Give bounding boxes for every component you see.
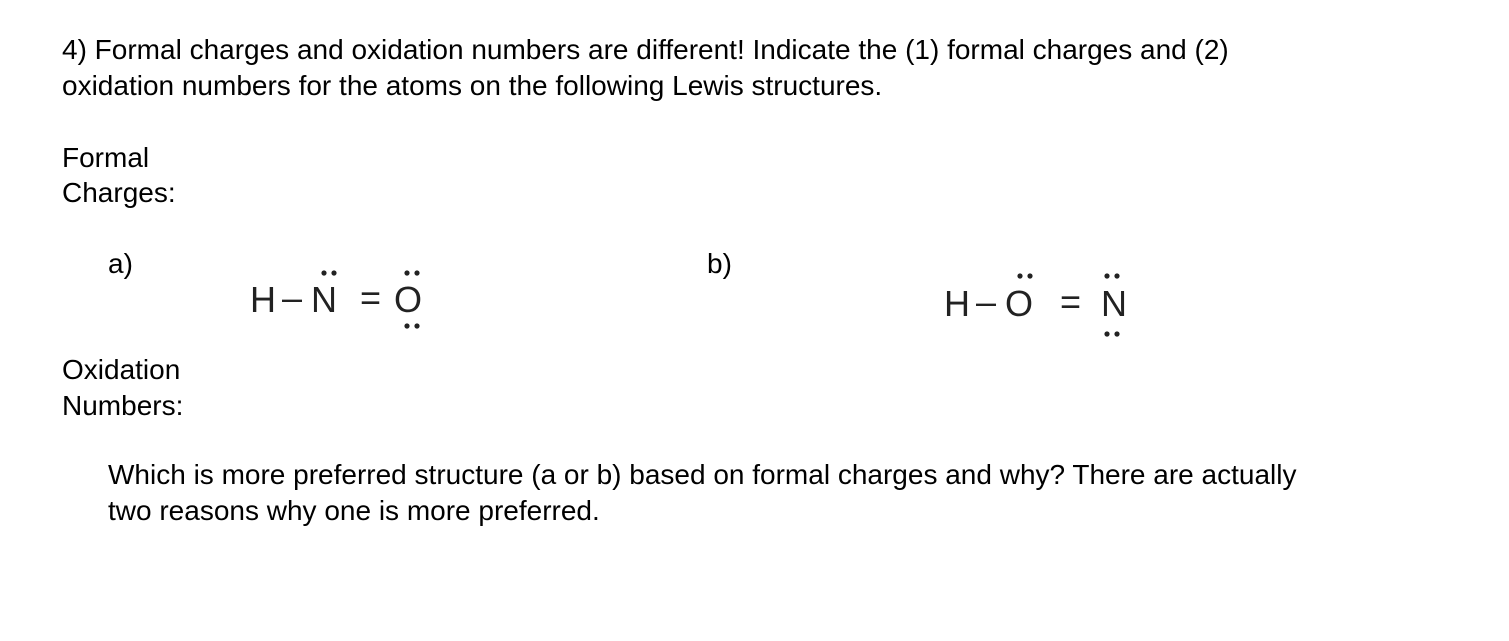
structure-a-single-bond: –	[282, 277, 303, 318]
structure-a-n-lone-pair-dot	[321, 270, 326, 275]
structure-a-o-lone-pair-dot	[414, 323, 419, 328]
structure-b-o-lone-pair-dot	[1027, 273, 1032, 278]
structure-b-n-lone-pair-dot	[1114, 331, 1119, 336]
structure-a-label: a)	[108, 248, 133, 279]
question-text-line-1: 4) Formal charges and oxidation numbers are different! Indicate the (1) formal charges and (2)	[62, 34, 1229, 65]
structure-b-o-lone-pair-dot	[1017, 273, 1022, 278]
structure-a-n-lone-pair-dot	[331, 270, 336, 275]
structure-b-double-bond: =	[1060, 281, 1082, 322]
structure-b-single-bond: –	[976, 281, 997, 322]
formal-charges-label-line-1: Formal	[62, 142, 150, 173]
structure-b-n-lone-pair-dot	[1114, 273, 1119, 278]
question-text-line-2: oxidation numbers for the atoms on the following Lewis structures.	[62, 70, 883, 101]
structure-a-atom-o: O	[394, 279, 423, 320]
followup-question-line-1: Which is more preferred structure (a or b) based on formal charges and why? There are actually	[108, 459, 1297, 490]
structure-b-atom-o: O	[1005, 283, 1034, 324]
oxidation-numbers-label-line-1: Oxidation	[62, 354, 181, 385]
structure-b-label: b)	[707, 248, 732, 279]
structure-b-atom-h: H	[944, 283, 970, 324]
structure-b-n-lone-pair-dot	[1104, 331, 1109, 336]
structure-a-atom-h: H	[250, 279, 276, 320]
structure-a-double-bond: =	[360, 277, 382, 318]
structure-b-atom-n: N	[1101, 283, 1127, 324]
structure-a-o-lone-pair-dot	[404, 323, 409, 328]
lewis-structure-b	[936, 262, 1146, 342]
structure-b-n-lone-pair-dot	[1104, 273, 1109, 278]
lewis-structure-a	[240, 260, 440, 340]
oxidation-numbers-label-line-2: Numbers:	[62, 390, 184, 421]
structure-a-o-lone-pair-dot	[414, 270, 419, 275]
formal-charges-label-line-2: Charges:	[62, 177, 176, 208]
structure-a-o-lone-pair-dot	[404, 270, 409, 275]
structure-a-atom-n: N	[311, 279, 337, 320]
followup-question-line-2: two reasons why one is more preferred.	[108, 495, 600, 526]
